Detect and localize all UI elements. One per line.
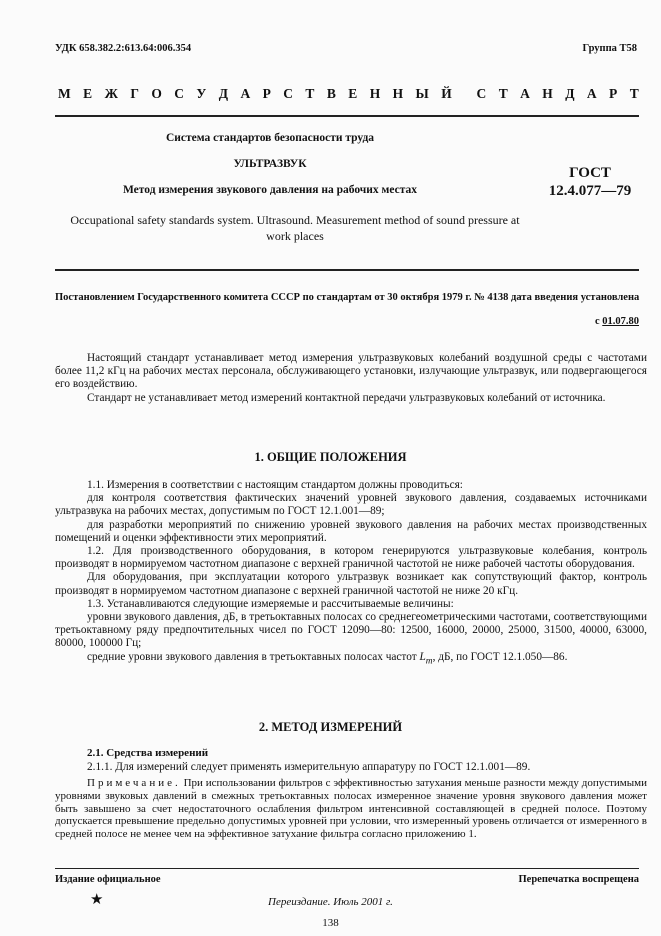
banner-letter: Д xyxy=(565,86,575,101)
banner-letter: А xyxy=(520,86,530,101)
effective-date xyxy=(595,316,639,327)
paragraph: 2.1.1. Для измерений следует применять измерительную аппаратуру по ГОСТ 12.1.001—89. xyxy=(87,761,531,773)
udk-code: УДК 658.382.2:613.64:006.354 xyxy=(55,43,192,54)
date-prefix: с xyxy=(594,316,603,327)
banner-letter: А xyxy=(586,86,597,101)
banner-letter: Т xyxy=(305,86,315,101)
banner-letter: Р xyxy=(609,86,618,101)
paragraph: 1.1. Измерения в соответствии с настоящим стандартом должны проводиться: xyxy=(87,479,463,491)
banner-letter: Е xyxy=(83,86,93,101)
system-title: Система стандартов безопасности труда xyxy=(165,132,375,144)
text-run: средние уровни звукового давления в третьоктавных полосах частот xyxy=(87,650,420,663)
banner-letter: Д xyxy=(218,86,229,101)
date-value: 01.07.80 xyxy=(602,316,639,327)
banner-letter: Н xyxy=(369,86,381,101)
banner-letter: Н xyxy=(392,86,404,101)
group-code: Группа Т58 xyxy=(582,43,637,54)
note-label: Примечание. xyxy=(87,777,181,789)
banner-letter: Ы xyxy=(415,86,429,101)
banner-letter: Р xyxy=(262,86,271,101)
banner-letter: С xyxy=(476,86,487,101)
section-heading-1: 1. ОБЩИЕ ПОЛОЖЕНИЯ xyxy=(254,450,407,464)
title-divider xyxy=(55,269,639,271)
banner-letter: С xyxy=(283,86,294,101)
paragraph: 1.3. Устанавливаются следующие измеряемые и рассчитываемые величины: xyxy=(87,597,454,610)
gost-number: 12.4.077—79 xyxy=(548,183,632,199)
banner-letter: Г xyxy=(130,86,139,101)
symbol-l: L xyxy=(419,650,426,663)
document-subtitle: Метод измерения звукового давления на рабочих местах xyxy=(122,184,418,196)
banner-letter: Е xyxy=(348,86,358,101)
banner-letter: Т xyxy=(629,86,639,101)
banner-letter: В xyxy=(326,86,336,101)
paragraph: 1.2. Для производственного оборудования, в котором генерируются ультразвуковые колебания, контроль производят в нормируемом частотном диапазоне с верхней граничной частотой не ниже рабочей частоты оборудования. xyxy=(55,545,647,571)
note xyxy=(55,777,647,841)
star-icon: ★ xyxy=(90,892,104,908)
paragraph: Для оборудования, при эксплуатации которого ультразвук возникает как сопутствующий фактор, контроль производят в нормируемом частотном диапазоне с верхней граничной частотой не ниже 20 кГц. xyxy=(55,571,647,597)
english-title: Occupational safety standards system. Ultrasound. Measurement method of sound pressure at work places xyxy=(70,213,520,243)
section-2-body xyxy=(55,761,647,774)
banner-letter: Ж xyxy=(104,86,118,101)
intro xyxy=(55,352,647,405)
banner-letter: Н xyxy=(542,86,553,101)
text-run: , дБ, по ГОСТ 12.1.050—86. xyxy=(432,650,568,663)
banner-letter: У xyxy=(196,86,207,101)
section-1-body xyxy=(55,479,647,668)
paragraph xyxy=(55,651,647,668)
paragraph: для разработки мероприятий по снижению уровней звукового давления на рабочих местах производственных помещений и оценки эффективности этих мероприятий. xyxy=(55,518,647,544)
reprint-forbidden: Перепечатка воспрещена xyxy=(518,874,639,885)
section-heading-2: 2. МЕТОД ИЗМЕРЕНИЙ xyxy=(258,720,403,734)
banner-letter: М xyxy=(58,86,71,101)
paragraph: для контроля соответствия фактических значений уровней звукового давления, создаваемых источниками ультразвука на рабочих местах, допустимым по ГОСТ 12.1.001—89; xyxy=(55,492,647,518)
page-number: 138 xyxy=(322,917,339,929)
banner-letter: Й xyxy=(441,86,452,101)
decree-text: Постановлением Государственного комитета СССР по стандартам от 30 октября 1979 г. № 4138 дата введения установлена xyxy=(55,292,640,303)
banner-letter: О xyxy=(151,86,162,101)
note-text: При использовании фильтров с эффективностью затухания меньше разности между допустимыми уровнями звуковых давлений в смежных третьоктавных полосах измеренное значение уровня звукового давления может быть завышено за счет недостаточного ослабления фильтром интенсивной составляющей в средней полосе. Поэтому допускается превышение предельно допустимых уровней при условии, что измеренный уровень отличается от измеренного в средней полосе не менее чем на эффективное затухание фильтра согласно приложению 1. xyxy=(55,777,647,841)
gost-label: ГОСТ xyxy=(569,165,611,181)
gost-designation xyxy=(530,164,650,200)
paragraph: Настоящий стандарт устанавливает метод измерения ультразвуковых колебаний воздушной среды с частотами более 11,2 кГц на рабочих местах персонала, обслуживающего установки, излучающие ультразвук, или подвергающегося его воздействию. xyxy=(55,352,647,391)
symbol-m: m xyxy=(425,655,433,666)
document-title: УЛЬТРАЗВУК xyxy=(233,158,307,170)
banner-letter: А xyxy=(240,86,251,101)
top-divider xyxy=(55,115,639,117)
footer-divider xyxy=(55,868,639,869)
reissue-note: Переиздание. Июль 2001 г. xyxy=(268,896,393,908)
interstate-standard-banner xyxy=(58,86,639,102)
official-edition: Издание официальное xyxy=(55,874,161,885)
subsection-heading: 2.1. Средства измерений xyxy=(87,747,209,759)
paragraph: Стандарт не устанавливает метод измерений контактной передачи ультразвуковых колебаний от источника. xyxy=(87,391,606,404)
paragraph: уровни звукового давления, дБ, в третьоктавных полосах со среднегеометрическими частотами, соответствующими третьоктавному ряду предпочтительных чисел по ГОСТ 12090—80: 12500, 16000, 20000, 25000, 31500, 40000, 63000, 80000, 100000 Гц; xyxy=(55,611,647,650)
banner-letter: Т xyxy=(498,86,508,101)
note-paragraph xyxy=(55,777,647,841)
banner-letter: С xyxy=(174,86,185,101)
